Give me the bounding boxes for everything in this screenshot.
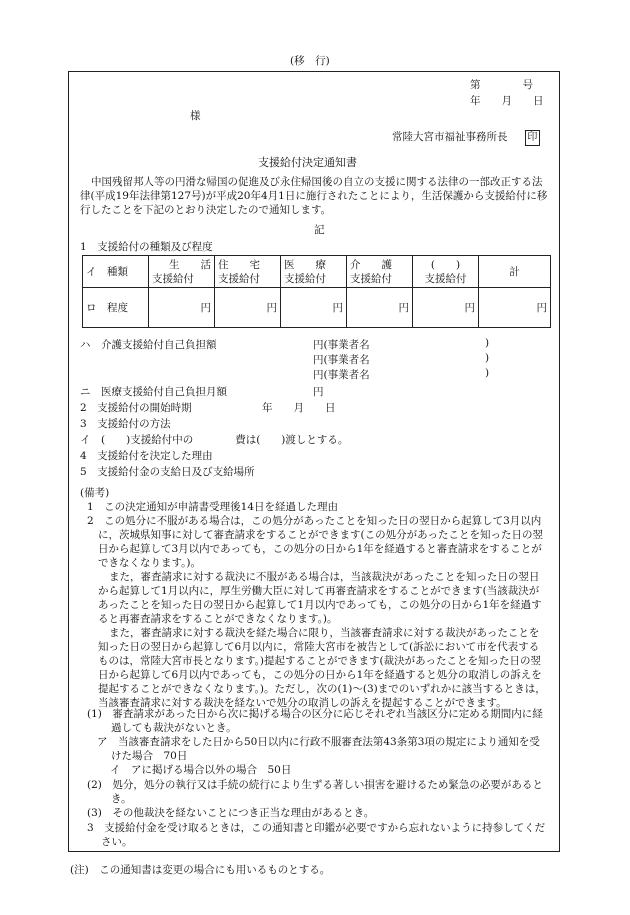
header-total: 計 xyxy=(479,256,551,288)
issuer xyxy=(392,129,540,146)
care-provider-line-1: 円(事業者名 xyxy=(313,339,370,351)
note-sub-2: (2) 処分，処分の執行又は手続の続行により生ずる著しい損害を避けるため緊急の必要があるとき。 xyxy=(87,779,543,805)
note-sub-1: (1) 審査請求があった日から次に掲げる場合の区分に応じそれぞれ当該区分に定める期間内に経過しても裁決がないとき。 xyxy=(87,708,543,734)
row-label-degree: ロ 程度 xyxy=(83,288,149,328)
payment-label: 5 支援給付金の支給日及び支給場所 xyxy=(80,466,255,478)
note-2-c: また，審査請求に対する裁決を経た場合に限り，当該審査請求に対する裁決があったことを知った日の翌日から起算して6月以内に，常陸大宮市を被告として(訴訟において市を代表するものは，常陸大宮市長となります。)提起することができます(裁決があったことを知った日の翌日から起算して6月以内であっても，この処分の日から1年を経過すると処分の取消しの訴えを提起することができなくなります。)。ただし，次の(1)～(3)までのいずれかに該当するときは，当該審査請求に対する裁決を経ないで処分の取消しの訴えを提起することができます。 xyxy=(98,627,546,709)
seal-stamp: 印 xyxy=(525,130,540,146)
recipient-suffix: 様 xyxy=(190,110,201,122)
header-care: 介 護 支援給付 xyxy=(347,256,413,288)
note-1: 1 この決定通知が申請書受理後14日を経過した理由 xyxy=(87,501,339,513)
amount-total: 円 xyxy=(479,288,551,328)
header-medical: 医 療 支援給付 xyxy=(281,256,347,288)
header-living: 生 活 支援給付 xyxy=(149,256,215,288)
footer-note: (注) この通知書は変更の場合にも用いるものとする。 xyxy=(70,864,331,876)
start-date-value: 年 月 日 xyxy=(262,402,336,414)
care-provider-close-1: ) xyxy=(485,337,490,349)
medical-self-pay-label: ニ 医療支援給付自己負担月額 xyxy=(80,386,227,398)
notes-title: (備考) xyxy=(80,487,110,499)
document-date: 年 月 日 xyxy=(470,95,544,107)
care-provider-line-2: 円(事業者名 xyxy=(313,354,370,366)
medical-self-pay-yen: 円 xyxy=(313,386,324,398)
document-number: 第 号 xyxy=(470,79,533,91)
start-date-label: 2 支援給付の開始時期 xyxy=(80,402,192,414)
amount-housing: 円 xyxy=(215,288,281,328)
benefit-table xyxy=(82,255,551,328)
note-sub-1-a: ア 当該審査請求をした日から50日以内に行政不服審査法第43条第3項の規定により通知を受けた場合 70日 xyxy=(97,736,540,762)
amount-other: 円 xyxy=(413,288,479,328)
note-3: 3 支援給付金を受け取るときは，この通知書と印鑑が必要ですから忘れないように持参してください。 xyxy=(87,822,546,848)
issuer-name: 常陸大宮市福祉事務所長 xyxy=(392,131,508,143)
amount-care: 円 xyxy=(347,288,413,328)
row-label-kinds: イ 種類 xyxy=(83,256,149,288)
table-row-kinds xyxy=(83,256,551,288)
header-other: ( ) 支援給付 xyxy=(413,256,479,288)
reason-label: 4 支援給付を決定した理由 xyxy=(80,450,213,462)
care-provider-close-2: ) xyxy=(485,352,490,364)
table-row-amounts xyxy=(83,288,551,328)
transition-label: (移 行) xyxy=(290,55,330,67)
document-title: 支援給付決定通知書 xyxy=(258,156,357,169)
care-provider-line-3: 円(事業者名 xyxy=(313,369,370,381)
header-housing: 住 宅 支援給付 xyxy=(215,256,281,288)
intro-text: 中国残留邦人等の円滑な帰国の促進及び永住帰国後の自立の支援に関する法律の一部改正する法律(平成19年法律第127号)が平成20年4月1日に施行されたことにより，生活保護から支援給付に移行したことを下記のとおり決定したので通知します。 xyxy=(80,176,548,216)
care-provider-close-3: ) xyxy=(485,367,490,379)
note-2-a: 2 この処分に不服がある場合は，この処分があったことを知った日の翌日から起算して3月以内に，茨城県知事に対して審査請求をすることができます(この処分があったことを知った日の翌日から起算して3月以内であっても，この処分の日から1年を経過すると審査請求をすることができなくなります。)。 xyxy=(87,515,543,569)
amount-medical: 円 xyxy=(281,288,347,328)
amount-living: 円 xyxy=(149,288,215,328)
method-label: 3 支援給付の方法 xyxy=(80,418,171,430)
section1-title: 1 支援給付の種類及び程度 xyxy=(80,241,213,253)
note-2-b: また，審査請求に対する裁決に不服がある場合は，当該裁決があったことを知った日の翌日から起算して1月以内に，厚生労働大臣に対して再審査請求をすることができます(当該裁決があったことを知った日の翌日から起算して1月以内であっても，この処分の日から1年を経過すると再審査請求をすることができなくなります。)。 xyxy=(98,571,542,625)
note-sub-3: (3) その他裁決を経ないことにつき正当な理由があるとき。 xyxy=(87,807,375,819)
note-sub-1-i: イ アに掲げる場合以外の場合 50日 xyxy=(110,764,292,776)
ki-label: 記 xyxy=(314,224,325,236)
method-detail: イ ( )支援給付中の 費は( )渡しとする。 xyxy=(80,434,349,446)
care-self-pay-label: ハ 介護支援給付自己負担額 xyxy=(80,339,217,351)
